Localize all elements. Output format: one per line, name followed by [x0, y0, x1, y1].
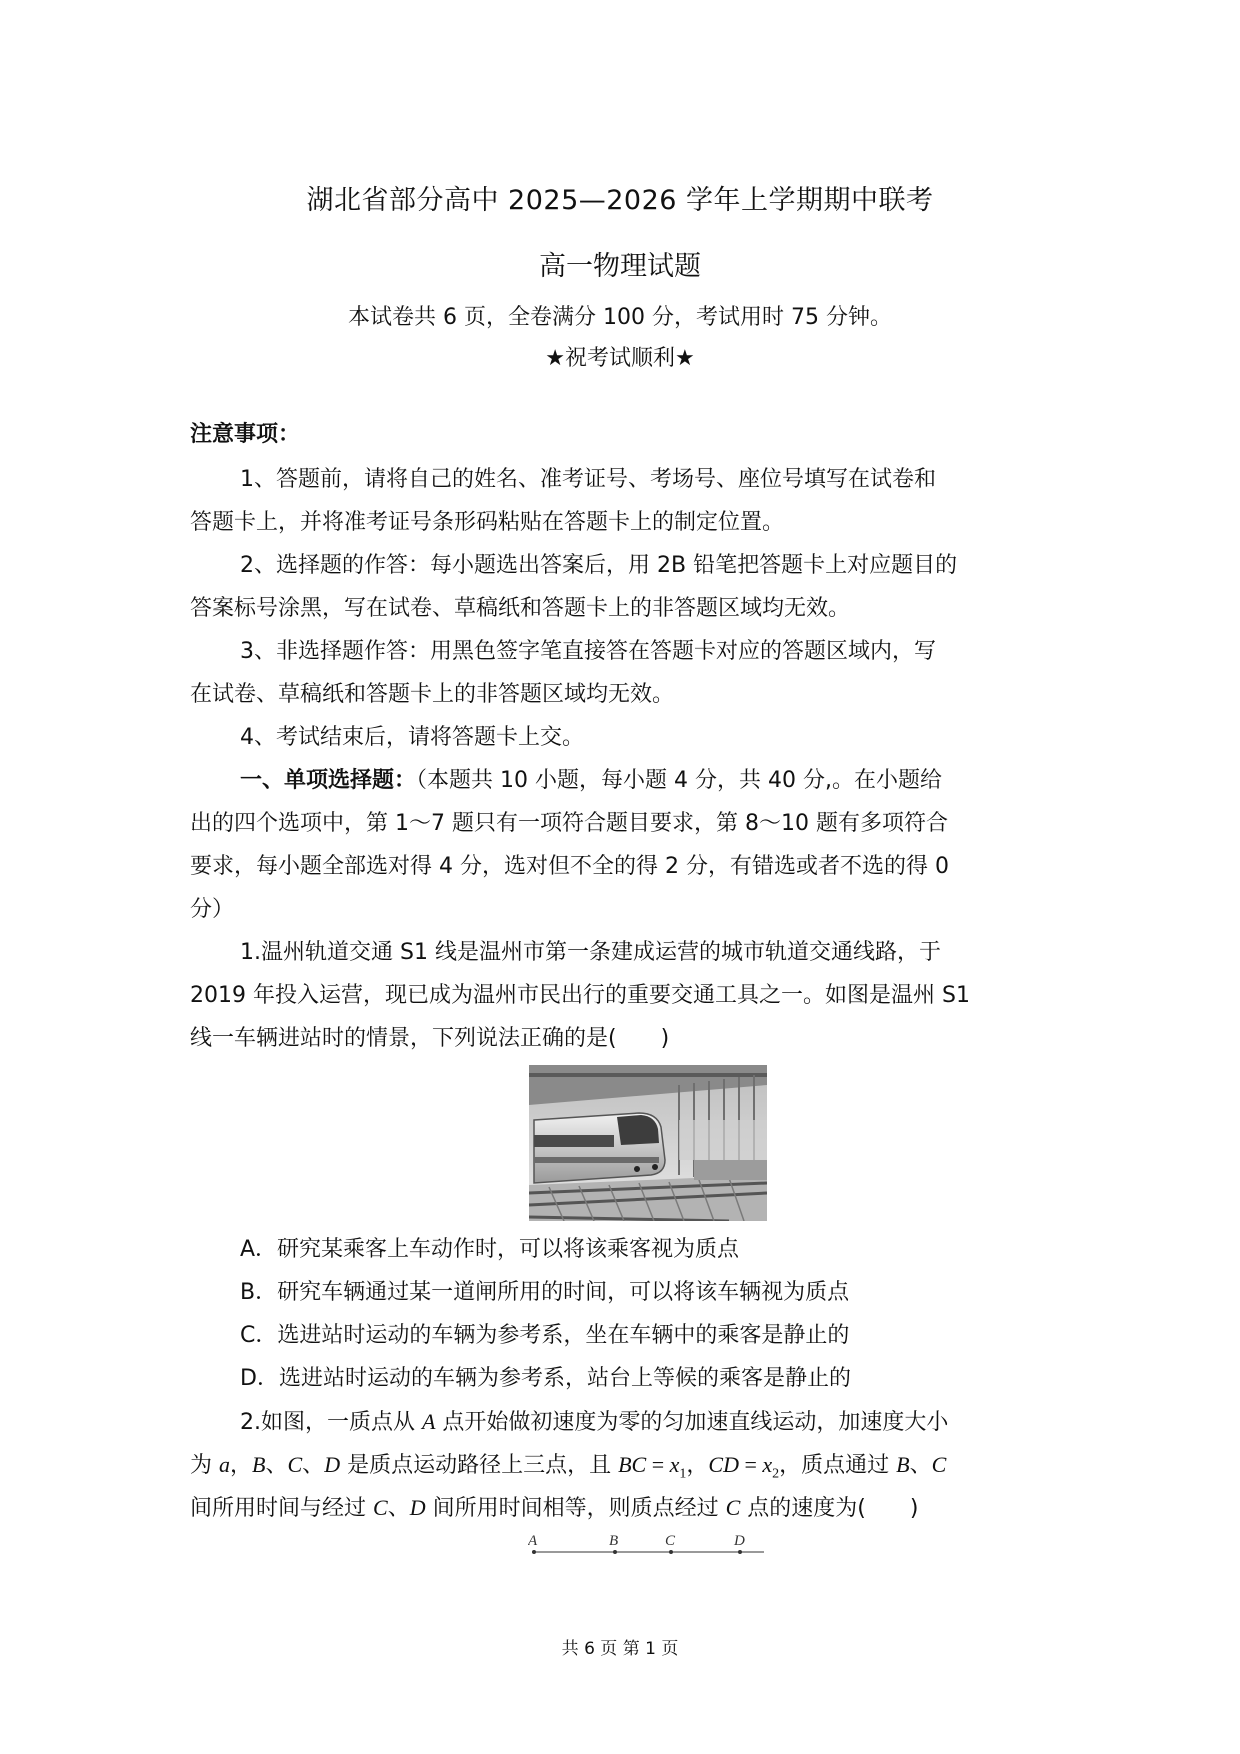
q1-option-b: B．研究车辆通过某一道闸所用的时间，可以将该车辆视为质点 — [240, 1280, 850, 1305]
q2-var: D — [409, 1495, 426, 1520]
point-c-label: C — [665, 1533, 676, 1549]
q2-text: 2.如图，一质点从 — [240, 1410, 422, 1435]
notice-line: 1、答题前，请将自己的姓名、准考证号、考场号、座位号填写在试卷和 — [240, 467, 936, 492]
q1-option-a: A．研究某乘客上车动作时，可以将该乘客视为质点 — [240, 1237, 740, 1262]
q2-var: B — [896, 1452, 910, 1477]
point-a-label: A — [528, 1533, 538, 1549]
q2-var: A — [421, 1409, 436, 1434]
notice-line: 在试卷、草稿纸和答题卡上的非答题区域均无效。 — [190, 682, 675, 707]
q2-line-2 — [190, 1450, 946, 1489]
q2-text: = — [646, 1452, 670, 1477]
notice-line: 答案标号涂黑，写在试卷、草稿纸和答题卡上的非答题区域均无效。 — [190, 596, 851, 621]
q2-text: 、 — [302, 1453, 325, 1478]
q2-text: ， — [230, 1453, 253, 1478]
exam-wish: ★祝考试顺利★ — [545, 346, 695, 371]
q2-subscript: 1 — [679, 1466, 687, 1482]
q2-subscript: 2 — [772, 1466, 780, 1482]
section1-heading: 一、单项选择题： — [240, 768, 417, 793]
point-b-label: B — [609, 1533, 619, 1549]
q1-line: 1.温州轨道交通 S1 线是温州市第一条建成运营的城市轨道交通线路，于 — [240, 940, 941, 965]
q2-var: x — [762, 1452, 773, 1477]
q1-option-d: D．选进站时运动的车辆为参考系，站台上等候的乘客是静止的 — [240, 1366, 851, 1391]
q2-text: 、 — [387, 1496, 410, 1521]
exam-info: 本试卷共 6 页，全卷满分 100 分，考试用时 75 分钟。 — [348, 305, 892, 330]
train-image-icon — [529, 1065, 767, 1221]
notice-line: 2、选择题的作答：每小题选出答案后，用 2B 铅笔把答题卡上对应题目的 — [240, 553, 958, 578]
section1-line: 要求，每小题全部选对得 4 分，选对但不全的得 2 分，有错选或者不选的得 0 — [190, 854, 949, 879]
q2-text: 、 — [265, 1453, 288, 1478]
section1-text: （本题共 10 小题，每小题 4 分，共 40 分,。在小题给 — [416, 768, 942, 793]
q2-text: = — [738, 1452, 763, 1477]
q2-var: C — [725, 1495, 741, 1520]
exam-title: 湖北省部分高中 2025—2026 学年上学期期中联考 — [306, 185, 934, 216]
q2-text: 是质点运动路径上三点，且 — [340, 1453, 619, 1478]
q2-line-3 — [190, 1493, 918, 1524]
point-c-dot — [669, 1550, 673, 1554]
q2-motion-diagram — [528, 1530, 768, 1560]
q2-var: a — [219, 1452, 230, 1477]
notice-line: 3、非选择题作答：用黑色签字笔直接答在答题卡对应的答题区域内，写 — [240, 639, 936, 664]
q2-text: 点的速度为( ) — [740, 1496, 919, 1521]
q2-line-1 — [240, 1407, 948, 1438]
section1-first-line — [240, 766, 942, 796]
point-d-label: D — [734, 1533, 745, 1549]
point-a-dot — [532, 1550, 536, 1554]
notice-heading: 注意事项： — [190, 422, 301, 447]
section1-line: 分） — [190, 897, 235, 922]
q2-text: ， — [686, 1453, 709, 1478]
q2-var: D — [324, 1452, 341, 1477]
q2-var: CD — [708, 1452, 739, 1477]
q2-text: 间所用时间相等，则质点经过 — [425, 1496, 726, 1521]
section1-line: 出的四个选项中，第 1～7 题只有一项符合题目要求，第 8～10 题有多项符合 — [190, 811, 948, 836]
q2-text: 间所用时间与经过 — [190, 1496, 373, 1521]
point-b-dot — [613, 1550, 617, 1554]
q2-text: ，质点通过 — [779, 1453, 897, 1478]
q1-line: 2019 年投入运营，现已成为温州市民出行的重要交通工具之一。如图是温州 S1 — [190, 983, 970, 1008]
q2-text: 点开始做初速度为零的匀加速直线运动，加速度大小 — [435, 1410, 949, 1435]
notice-line: 4、考试结束后，请将答题卡上交。 — [240, 725, 584, 750]
q2-var: C — [373, 1495, 388, 1520]
q2-var: C — [287, 1452, 303, 1477]
exam-subtitle: 高一物理试题 — [539, 251, 701, 282]
q2-text: 、 — [909, 1453, 932, 1478]
q2-var: B — [252, 1452, 266, 1477]
q2-var: x — [669, 1452, 680, 1477]
page-footer: 共 6 页 第 1 页 — [561, 1639, 679, 1659]
q1-line: 线一车辆进站时的情景，下列说法正确的是( ) — [190, 1026, 670, 1051]
notice-line: 答题卡上，并将准考证号条形码粘贴在答题卡上的制定位置。 — [190, 510, 785, 535]
point-d-dot — [738, 1550, 742, 1554]
q2-var: BC — [618, 1452, 647, 1477]
q1-option-c: C．选进站时运动的车辆为参考系，坐在车辆中的乘客是静止的 — [240, 1323, 850, 1348]
q2-text: 为 — [190, 1453, 219, 1478]
q2-var: C — [931, 1452, 947, 1477]
train-photo — [529, 1065, 767, 1221]
